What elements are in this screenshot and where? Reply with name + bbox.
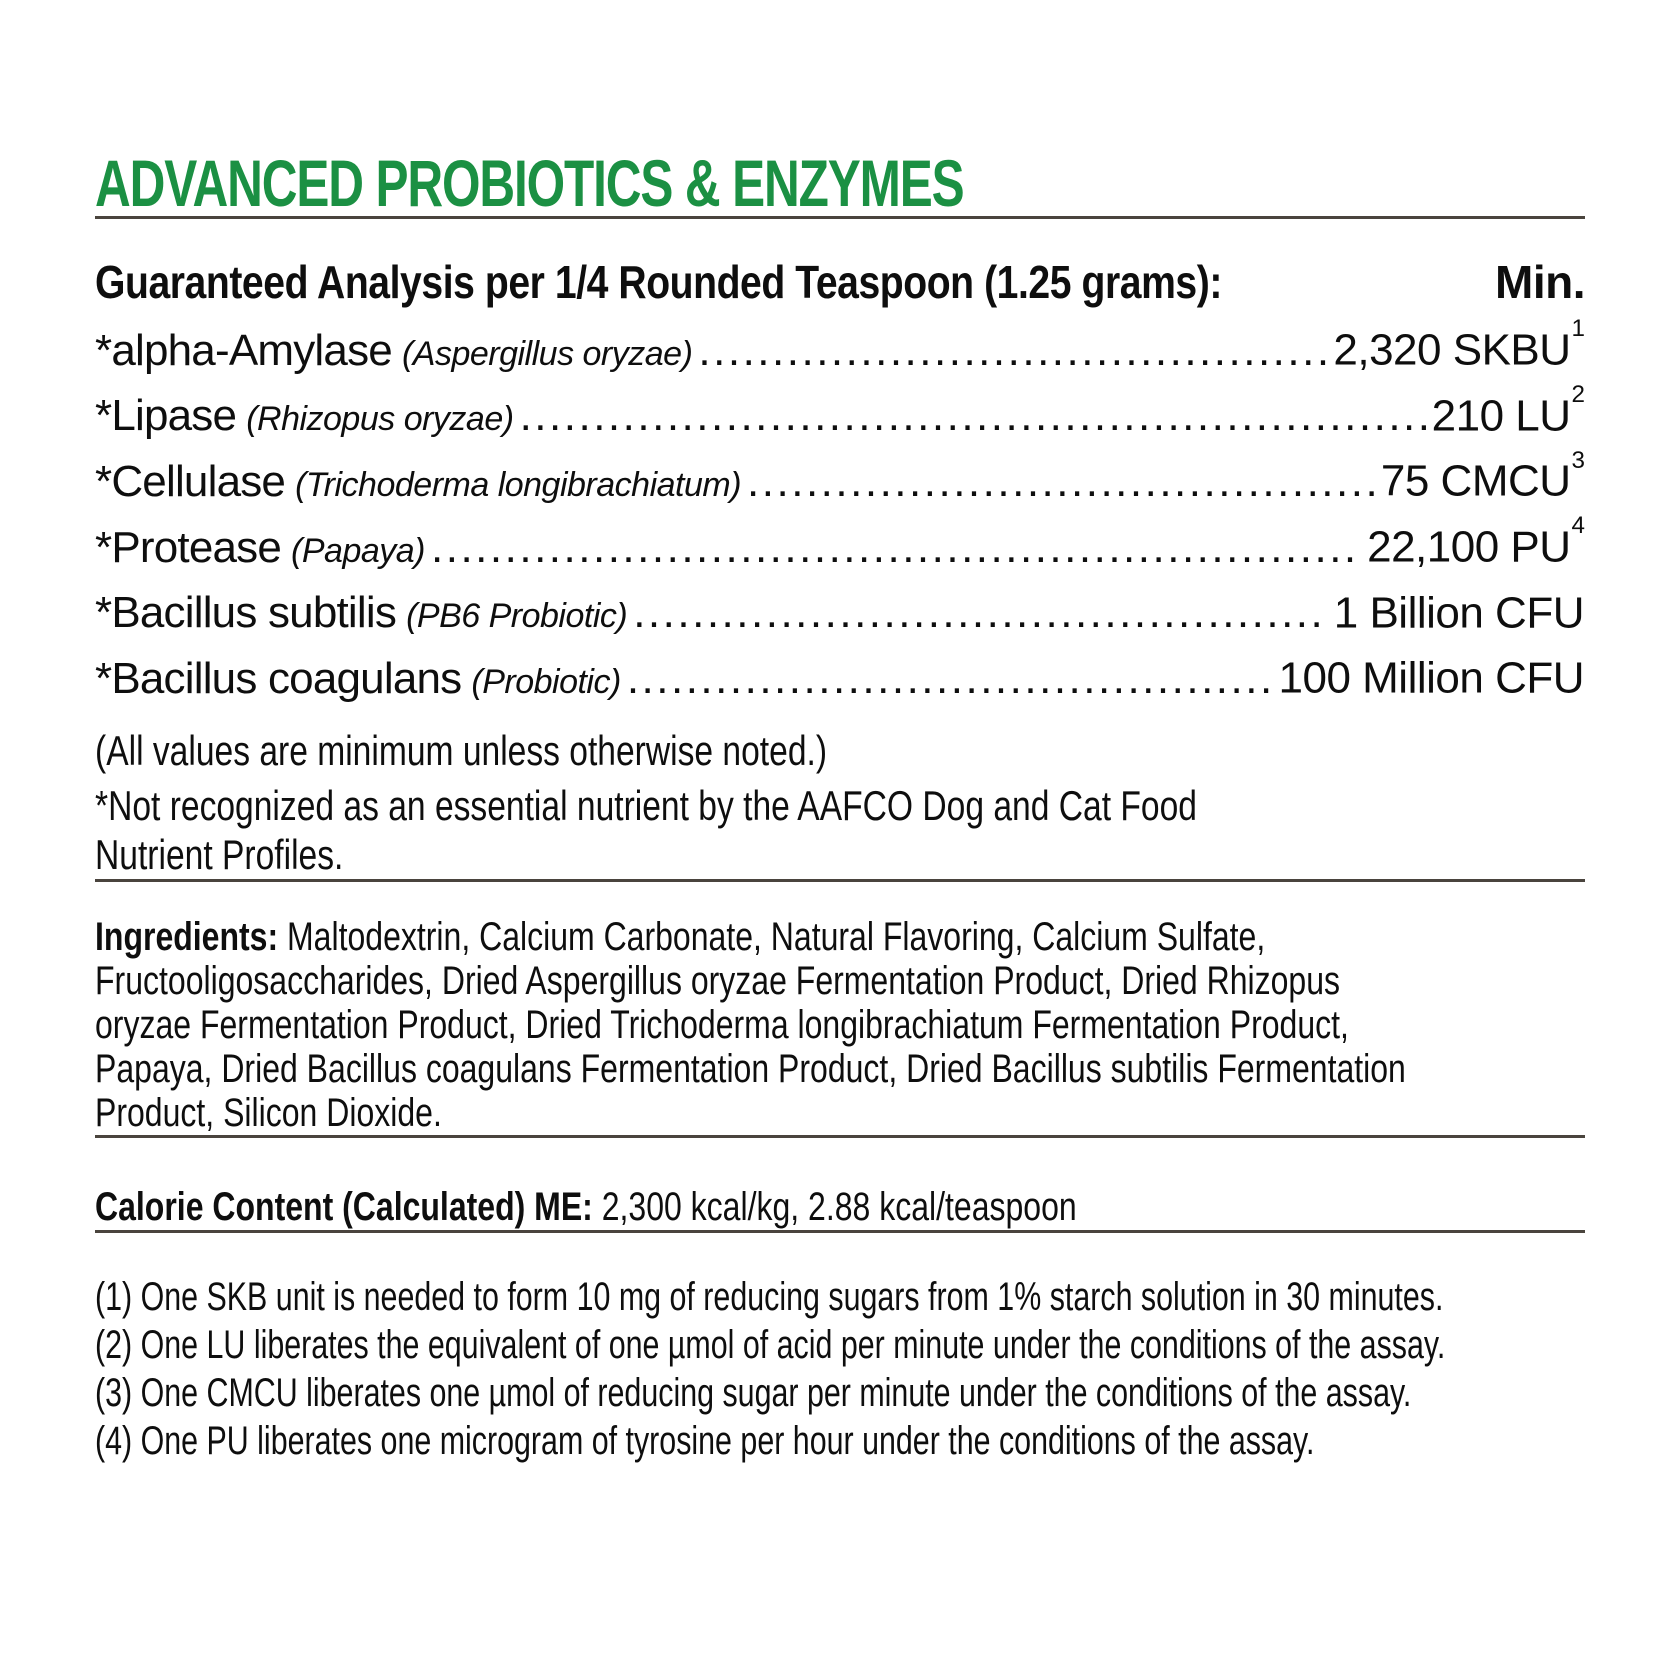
guaranteed-analysis-heading	[95, 257, 1585, 307]
title-block	[95, 0, 1585, 220]
dot-leader	[698, 324, 1328, 377]
values-minimum-note	[95, 727, 1585, 775]
nutrient-value-text: 210 LU	[1431, 391, 1571, 441]
nutrient-value	[1432, 381, 1585, 443]
aafco-note-line	[95, 781, 1585, 830]
nutrient-name: *Lipase	[95, 391, 237, 441]
nutrient-name: *Protease	[95, 522, 282, 572]
analysis-row	[95, 578, 1585, 644]
divider	[95, 879, 1585, 882]
nutrient-name: *Cellulase	[95, 456, 286, 506]
ingredients-line	[95, 1003, 1585, 1047]
ingredients-label: Ingredients:	[95, 914, 279, 959]
footnote-3-text: (3) One CMCU liberates one µmol of reducing sugar per minute under the conditions of the assay.	[95, 1370, 1412, 1415]
nutrient-source: (Trichoderma longibrachiatum)	[295, 465, 742, 504]
footnote-line	[95, 1273, 1585, 1321]
aafco-note	[95, 781, 1585, 879]
aafco-note-line1-text: *Not recognized as an essential nutrient by the AAFCO Dog and Cat Food	[95, 781, 1197, 829]
ingredients-line1	[95, 915, 1265, 959]
footnote-line	[95, 1369, 1585, 1417]
ingredients-line4-text: Papaya, Dried Bacillus coagulans Fermentation Product, Dried Bacillus subtilis Fermentation	[95, 1046, 1406, 1091]
analysis-row	[95, 315, 1585, 381]
dot-leader	[627, 652, 1274, 705]
divider	[95, 1135, 1585, 1138]
dot-leader	[747, 455, 1376, 508]
nutrient-source: (Aspergillus oryzae)	[401, 334, 693, 373]
dot-leader	[431, 521, 1362, 574]
calorie-content-value: 2,300 kcal/kg, 2.88 kcal/teaspoon	[592, 1184, 1077, 1229]
ingredients-line	[95, 1091, 1585, 1135]
nutrient-source: (Rhizopus oryzae)	[246, 400, 514, 439]
footnote-1-text: (1) One SKB unit is needed to form 10 mg of reducing sugars from 1% starch solution in 30 minutes.	[95, 1274, 1444, 1319]
nutrient-value-text: 1 Billion CFU	[1333, 588, 1584, 638]
guaranteed-analysis-table	[95, 315, 1585, 709]
dot-leader	[520, 389, 1427, 442]
nutrient-value-text: 2,320 SKBU	[1333, 325, 1571, 375]
nutrient-value	[1333, 315, 1585, 377]
footnote-2-text: (2) One LU liberates the equivalent of one µmol of acid per minute under the conditions of the assay.	[95, 1322, 1446, 1367]
nutrient-value-text: 22,100 PU	[1367, 522, 1571, 572]
dot-leader	[633, 586, 1329, 639]
ingredients-line1-text: Maltodextrin, Calcium Carbonate, Natural Flavoring, Calcium Sulfate,	[278, 914, 1266, 959]
values-minimum-note-text: (All values are minimum unless otherwise noted.)	[95, 726, 828, 774]
footnote-marker: 2	[1571, 381, 1585, 409]
ingredients-line	[95, 1047, 1585, 1091]
ingredients-line	[95, 959, 1585, 1003]
footnote-line	[95, 1321, 1585, 1369]
min-column-label: Min.	[1495, 256, 1585, 308]
analysis-row	[95, 643, 1585, 709]
aafco-note-line	[95, 830, 1585, 879]
nutrient-value-text: 75 CMCU	[1380, 456, 1571, 506]
divider	[95, 1230, 1585, 1233]
nutrient-source: (Papaya)	[291, 531, 425, 570]
footnote-4-text: (4) One PU liberates one microgram of tyrosine per hour under the conditions of the assay.	[95, 1418, 1315, 1463]
product-title: ADVANCED PROBIOTICS & ENZYMES	[95, 146, 964, 220]
nutrient-value-text: 100 Million CFU	[1278, 653, 1584, 703]
footnote-marker: 3	[1571, 446, 1585, 474]
nutrient-name: *Bacillus coagulans	[95, 653, 462, 703]
calorie-content-text	[95, 1184, 1077, 1230]
ingredients-section	[95, 915, 1585, 1135]
nutrient-value	[1279, 643, 1585, 705]
nutrient-source: (PB6 Probiotic)	[406, 597, 628, 636]
ingredients-line5-text: Product, Silicon Dioxide.	[95, 1090, 442, 1135]
nutrient-value	[1381, 446, 1585, 508]
nutrient-name: *alpha-Amylase	[95, 325, 392, 375]
footnote-marker: 4	[1571, 512, 1585, 540]
footnotes-section	[95, 1273, 1585, 1465]
ingredients-line	[95, 915, 1585, 959]
analysis-row	[95, 512, 1585, 578]
ingredients-line3-text: oryzae Fermentation Product, Dried Trichoderma longibrachiatum Fermentation Product,	[95, 1002, 1349, 1047]
footnote-marker: 1	[1571, 315, 1585, 343]
calorie-content-label: Calorie Content (Calculated) ME:	[95, 1184, 593, 1229]
aafco-note-line2-text: Nutrient Profiles.	[95, 830, 344, 878]
analysis-row	[95, 381, 1585, 447]
nutrient-value	[1367, 512, 1585, 574]
ingredients-line2-text: Fructooligosaccharides, Dried Aspergillus oryzae Fermentation Product, Dried Rhizopus	[95, 958, 1341, 1003]
analysis-row	[95, 446, 1585, 512]
footnote-line	[95, 1417, 1585, 1465]
nutrient-value	[1334, 578, 1585, 640]
nutrient-source: (Probiotic)	[471, 662, 621, 701]
calorie-content-line	[95, 1184, 1585, 1230]
guaranteed-analysis-heading-text: Guaranteed Analysis per 1/4 Rounded Teaspoon (1.25 grams):	[95, 256, 1222, 308]
nutrient-name: *Bacillus subtilis	[95, 588, 397, 638]
